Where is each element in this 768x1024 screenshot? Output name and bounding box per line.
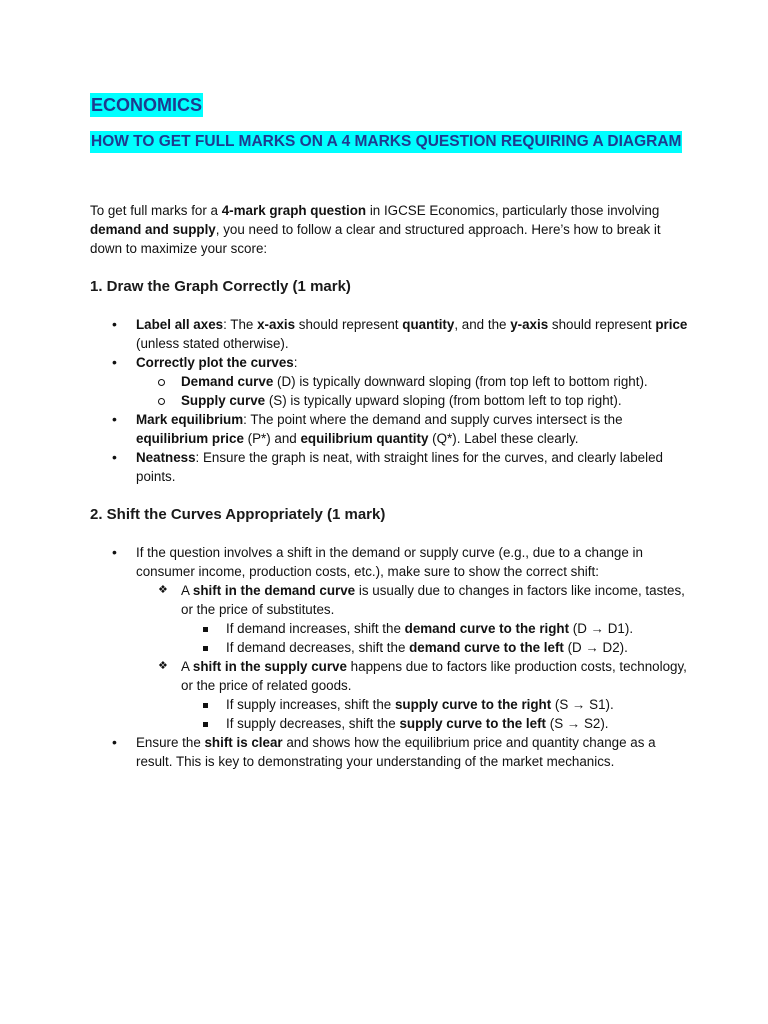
bullet-icon: • — [112, 354, 117, 370]
list-item — [90, 372, 690, 391]
text-run: (unless stated otherwise). — [136, 336, 289, 351]
list-item-text — [226, 640, 628, 655]
list-item — [90, 543, 690, 581]
text-run: , and the — [454, 317, 511, 332]
list-item — [90, 657, 690, 695]
hollow-circle-bullet-icon — [158, 372, 165, 392]
list-item — [90, 448, 690, 486]
text-run: : Ensure the graph is neat, with straight lines for the curves, and clearly labeled points. — [136, 450, 663, 484]
list-item-text — [181, 393, 622, 408]
bold-text-run: Label all axes — [136, 317, 224, 332]
bold-text-run: Demand curve — [181, 374, 274, 389]
section-heading-draw-graph: 1. Draw the Graph Correctly (1 mark) — [90, 278, 351, 295]
section-list-draw-graph — [90, 315, 690, 486]
diamond-bullet-icon: ❖ — [158, 584, 168, 596]
bold-text-run: quantity — [402, 317, 455, 332]
bold-text-run: equilibrium quantity — [300, 431, 429, 446]
bullet-icon: • — [112, 734, 117, 750]
list-item-text — [136, 735, 656, 769]
text-run: (S → S1). — [551, 697, 614, 712]
diamond-bullet-icon: ❖ — [158, 660, 168, 672]
bullet-icon: • — [112, 449, 117, 465]
text-run: If supply decreases, shift the — [226, 716, 400, 731]
text-run: (S) is typically upward sloping (from bottom left to top right). — [265, 393, 622, 408]
bullet-icon: • — [112, 544, 117, 560]
text-run: (D) is typically downward sloping (from top left to bottom right). — [273, 374, 648, 389]
text-run: , you need to follow a clear and structured approach. Here’s how to break it down to maximize your score: — [90, 222, 661, 256]
list-item-text — [226, 621, 633, 636]
bold-text-run: equilibrium price — [136, 431, 244, 446]
document-subtitle: HOW TO GET FULL MARKS ON A 4 MARKS QUESTION REQUIRING A DIAGRAM — [90, 131, 682, 153]
bold-text-run: price — [655, 317, 688, 332]
list-item — [90, 391, 690, 410]
list-item-text — [226, 716, 609, 731]
list-item — [90, 353, 690, 372]
text-run: : — [293, 355, 298, 370]
bullet-icon: • — [112, 411, 117, 427]
list-item — [90, 410, 690, 448]
section-list-shift-curves — [90, 543, 690, 771]
list-item — [90, 714, 690, 733]
list-item-text — [181, 583, 685, 617]
list-item — [90, 581, 690, 619]
bold-text-run: Neatness — [136, 450, 196, 465]
document-title: ECONOMICS — [91, 95, 203, 115]
text-run: should represent — [548, 317, 656, 332]
bold-text-run: shift in the supply curve — [192, 659, 347, 674]
text-run: (D → D1). — [569, 621, 634, 636]
text-run: is usually due to changes in factors like income, tastes, or the price of substitutes. — [181, 583, 685, 617]
list-item — [90, 315, 690, 353]
text-run: : The — [223, 317, 258, 332]
square-bullet-icon — [203, 695, 208, 714]
bold-text-run: shift in the demand curve — [192, 583, 356, 598]
square-bullet-icon — [203, 638, 208, 657]
text-run: To get full marks for a — [90, 203, 222, 218]
bold-text-run: shift is clear — [204, 735, 283, 750]
list-item-text — [136, 412, 623, 446]
list-item-text — [136, 355, 298, 370]
bold-text-run: supply curve to the left — [399, 716, 547, 731]
text-run: (P*) and — [243, 431, 301, 446]
bold-text-run: y-axis — [510, 317, 549, 332]
text-run: A — [181, 659, 193, 674]
text-run: (D → D2). — [563, 640, 628, 655]
bold-text-run: Mark equilibrium — [136, 412, 244, 427]
text-run: If supply increases, shift the — [226, 697, 395, 712]
text-run: : The point where the demand and supply curves intersect is the — [243, 412, 623, 427]
list-item-text — [181, 374, 648, 389]
list-item-text — [181, 659, 687, 693]
bold-text-run: demand curve to the right — [404, 621, 570, 636]
bold-text-run: demand curve to the left — [409, 640, 564, 655]
bold-text-run: 4-mark graph question — [221, 203, 367, 218]
list-item — [90, 638, 690, 657]
hollow-circle-bullet-icon — [158, 391, 165, 411]
list-item-text — [136, 545, 643, 579]
list-item-text — [136, 317, 687, 351]
square-bullet-icon — [203, 619, 208, 638]
text-run: If demand increases, shift the — [226, 621, 405, 636]
bullet-icon: • — [112, 316, 117, 332]
list-item — [90, 733, 690, 771]
text-run: in IGCSE Economics, particularly those involving — [366, 203, 660, 218]
bold-text-run: Correctly plot the curves — [136, 355, 294, 370]
section-heading-shift-curves: 2. Shift the Curves Appropriately (1 mark) — [90, 506, 386, 523]
bold-text-run: x-axis — [257, 317, 296, 332]
text-run: A — [181, 583, 193, 598]
intro-paragraph — [90, 201, 690, 258]
text-run: happens due to factors like production costs, technology, or the price of related goods. — [181, 659, 687, 693]
list-item — [90, 619, 690, 638]
text-run: Ensure the — [136, 735, 205, 750]
text-run: If the question involves a shift in the demand or supply curve (e.g., due to a change in consumer income, production costs, etc.), make sure to show the correct shift: — [136, 545, 643, 579]
list-item — [90, 695, 690, 714]
list-item-text — [226, 697, 614, 712]
text-run: and shows how the equilibrium price and quantity change as a result. This is key to demonstrating your understanding of the market mechanics. — [136, 735, 656, 769]
bold-text-run: demand and supply — [90, 222, 216, 237]
square-bullet-icon — [203, 714, 208, 733]
bold-text-run: Supply curve — [181, 393, 266, 408]
list-item-text — [136, 450, 663, 484]
text-run: (S → S2). — [546, 716, 609, 731]
text-run: If demand decreases, shift the — [226, 640, 410, 655]
text-run: (Q*). Label these clearly. — [428, 431, 579, 446]
bold-text-run: supply curve to the right — [394, 697, 552, 712]
text-run: should represent — [295, 317, 403, 332]
